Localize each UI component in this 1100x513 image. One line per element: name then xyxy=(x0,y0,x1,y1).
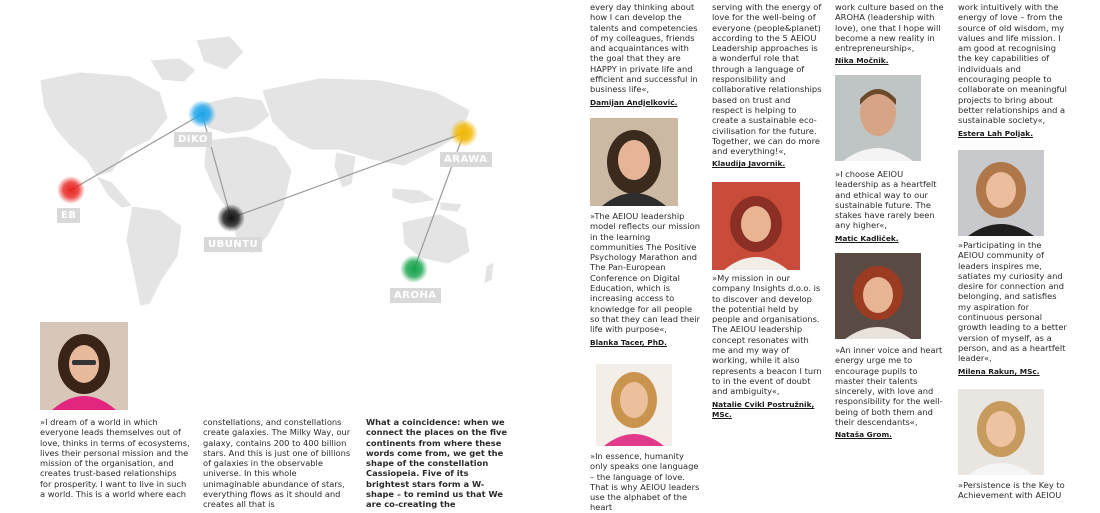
portrait-last-image xyxy=(958,389,1044,475)
quote-natasa xyxy=(835,345,945,440)
portrait-blanka-image xyxy=(590,118,678,206)
quote-blanka xyxy=(590,211,700,348)
quote-blanka-text: »The AEIOU leadership model reflects our mission in the learning communities The Positive Psychology Marathon and The Pan-European Conference on Digital Education, which is increasing access to knowledge for all people so that they can lead their life with purpose«, xyxy=(590,211,700,335)
quote-milena-signature: Milena Rakun, MSc. xyxy=(958,366,1040,376)
dot-yellow xyxy=(450,119,478,147)
portrait-natasa xyxy=(835,253,921,339)
quote-persistence xyxy=(958,480,1068,501)
intro-column-2 xyxy=(203,417,353,510)
dot-black xyxy=(217,204,245,232)
portrait-blonde-image xyxy=(596,364,672,446)
quote-damijan xyxy=(590,2,700,108)
map-label-aroha: AROHA xyxy=(390,288,441,303)
quote-persistence-text: »Persistence is the Key to Achievement with AEIOU xyxy=(958,480,1065,501)
quote-matic-text: »I choose AEIOU leadership as a heartfelt and ethical way to our sustainable future. The stakes have rarely been any higher«, xyxy=(835,169,937,231)
quote-natalie xyxy=(712,273,822,420)
quote-nika-signature: Nika Močnik. xyxy=(835,56,889,66)
portrait-natalie-image xyxy=(712,182,800,270)
portrait-milena-image xyxy=(958,150,1044,236)
quote-matic-signature: Matic Kadliček. xyxy=(835,233,899,243)
quote-estera-signature: Estera Lah Poljak. xyxy=(958,128,1033,138)
intro-column-3-text: What a coincidence: when we connect the places on the five continents from where these words come from, we get the shape of the constellation Cassiopeia. Five of its brightest stars form a W-shape – to remind us that We are co-creating the xyxy=(366,417,508,510)
dot-red xyxy=(57,176,85,204)
quote-damijan-signature: Damijan Andjelković. xyxy=(590,97,678,107)
map-label-eb: EB xyxy=(57,208,80,223)
map-label-diko: DIKO xyxy=(174,132,212,147)
dot-green xyxy=(400,255,428,283)
quote-humanity xyxy=(590,451,700,513)
quote-nika-text: work culture based on the AROHA (leadership with love), one that I hope will become a new reality in entrepreneurship«, xyxy=(835,2,944,54)
author-portrait-image xyxy=(40,322,128,410)
quote-blanka-signature: Blanka Tacer, PhD. xyxy=(590,337,667,347)
intro-column-1-text: »I dream of a world in which everyone leads themselves out of love, thinks in terms of ecosystems, lives their personal mission and the mission of the organisation, and creates trust-based relationships for prosperity. I want to live in such a world. This is a world where each xyxy=(40,417,190,500)
portrait-last xyxy=(958,389,1044,475)
quote-natalie-text: »My mission in our company Insights d.o.o. is to discover and develop the potential held by people and organisations. The AEIOU leadership concept resonates with me and my way of working, while it also represents a beacon I turn to in the event of doubt and ambiguity«, xyxy=(712,273,822,397)
quote-natasa-signature: Nataša Grom. xyxy=(835,430,892,440)
world-map xyxy=(0,0,540,320)
quote-estera xyxy=(958,2,1068,139)
map-label-arawa: ARAWA xyxy=(440,152,492,167)
portrait-blanka xyxy=(590,118,678,206)
quote-natasa-text: »An inner voice and heart energy urge me to encourage pupils to master their talents sincerely, with love and responsibility for the well-being of both them and their descendants«, xyxy=(835,345,943,428)
author-portrait xyxy=(40,322,128,410)
portrait-matic xyxy=(835,75,921,161)
portrait-natasa-image xyxy=(835,253,921,339)
intro-column-3 xyxy=(366,417,511,510)
intro-column-2-text: constellations, and constellations create galaxies. The Milky Way, our galaxy, contains 200 to 400 billion stars. And this is just one of billions of galaxies in the observable universe. In this whole unimaginable abundance of stars, everything flows as it should and creates all that is xyxy=(203,417,351,510)
quote-klaudija-text: serving with the energy of love for the well-being of everyone (people&planet) according to the 5 AEIOU Leadership approaches is a wonderful role that through a language of responsibility and collaborative relationships based on trust and respect is helping to create a sustainable eco-civilisation for the future. Together, we can do more and everything!«, xyxy=(712,2,822,157)
quote-milena xyxy=(958,240,1068,377)
portrait-natalie xyxy=(712,182,800,270)
quote-klaudija-signature: Klaudija Javornik. xyxy=(712,159,786,169)
intro-column-1 xyxy=(40,417,190,499)
quote-matic xyxy=(835,169,945,244)
map-label-ubuntu: UBUNTU xyxy=(204,237,262,252)
quote-damijan-text: every day thinking about how I can develop the talents and competencies of my colleagues, friends and acquaintances with the goal that they are HAPPY in private life and efficient and successful in business life«, xyxy=(590,2,698,95)
portrait-matic-image xyxy=(835,75,921,161)
dot-blue xyxy=(188,100,216,128)
quote-nika xyxy=(835,2,945,66)
quote-natalie-signature: Natalie Cvikl Postružnik, MSc. xyxy=(712,399,815,419)
portrait-milena xyxy=(958,150,1044,236)
portrait-blonde xyxy=(596,364,672,446)
quote-estera-text: work intuitively with the energy of love – from the source of old wisdom, my values and life mission. I am good at recognising the key capabilities of individuals and encouraging people to collaborate on meaningful projects to bring about better relationships and a sustainable society«, xyxy=(958,2,1067,126)
quote-humanity-text: »In essence, humanity only speaks one language – the language of love. That is why AEIOU leaders use the alphabet of the heart xyxy=(590,451,700,513)
quote-klaudija xyxy=(712,2,822,169)
quote-milena-text: »Participating in the AEIOU community of leaders inspires me, satiates my curiosity and desire for connection and belonging, and satisfies my aspiration for continuous personal growth leading to a better version of myself, as a person, and as a heartfelt leader«, xyxy=(958,240,1067,364)
